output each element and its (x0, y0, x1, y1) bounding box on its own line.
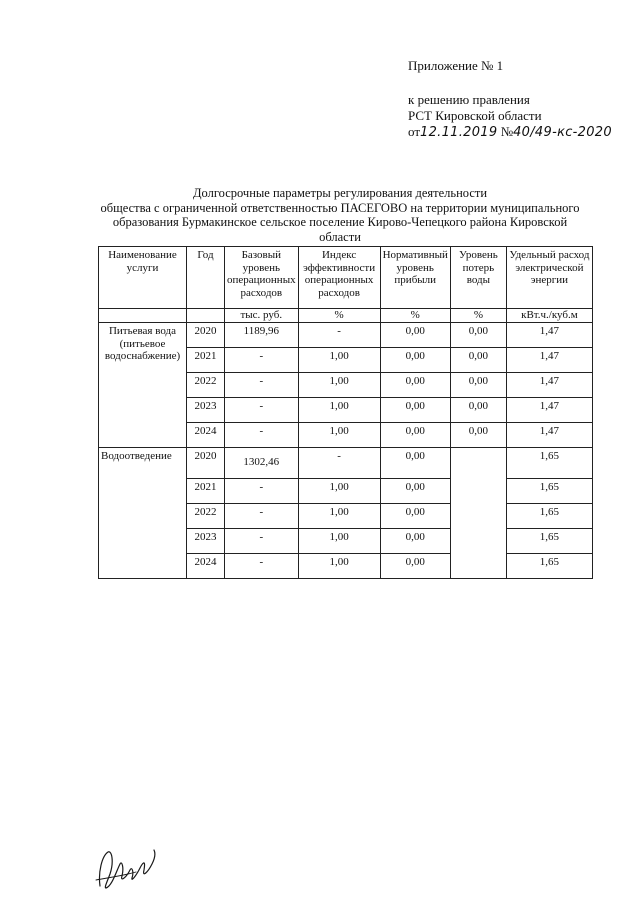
cell-base: - (225, 423, 299, 448)
cell-base: - (225, 348, 299, 373)
cell-year: 2022 (187, 504, 225, 529)
cell-year: 2023 (187, 529, 225, 554)
appendix-line-2: РСТ Кировской области (408, 108, 542, 123)
cell-energy: 1,65 (506, 479, 592, 504)
cell-index: 1,00 (298, 479, 380, 504)
cell-index: 1,00 (298, 504, 380, 529)
header-energy: Удельный расход электрической энергии (506, 247, 592, 309)
cell-loss: 0,00 (450, 423, 506, 448)
cell-norm: 0,00 (380, 504, 450, 529)
cell-year: 2023 (187, 398, 225, 423)
cell-norm: 0,00 (380, 479, 450, 504)
cell-index: 1,00 (298, 398, 380, 423)
cell-energy: 1,47 (506, 398, 592, 423)
document-title (100, 186, 580, 244)
handwritten-number: 40/49-кс-2020 (513, 125, 612, 140)
header-year: Год (187, 247, 225, 309)
service-name: Питьевая вода (питьевое водоснабжение) (99, 323, 187, 448)
appendix-title: Приложение № 1 (408, 58, 504, 73)
cell-index: 1,00 (298, 423, 380, 448)
cell-base: - (225, 529, 299, 554)
from-prefix: от (408, 124, 421, 139)
handwritten-date: 12.11.2019 (420, 125, 498, 140)
header-loss: Уровень потерь воды (450, 247, 506, 309)
cell-year: 2022 (187, 373, 225, 398)
cell-energy: 1,47 (506, 348, 592, 373)
cell-energy: 1,65 (506, 554, 592, 579)
cell-norm: 0,00 (380, 398, 450, 423)
cell-norm: 0,00 (380, 348, 450, 373)
parameters-table (98, 246, 593, 579)
cell-energy: 1,65 (506, 448, 592, 479)
unit-index: % (298, 309, 380, 323)
cell-loss (450, 448, 506, 579)
cell-index: - (298, 323, 380, 348)
cell-loss: 0,00 (450, 373, 506, 398)
appendix-date-line (408, 124, 612, 141)
cell-base: - (225, 398, 299, 423)
title-line-1: Долгосрочные параметры регулирования деятельности (192, 186, 488, 200)
unit-energy: кВт.ч./куб.м (506, 309, 592, 323)
cell-norm: 0,00 (380, 423, 450, 448)
cell-index: 1,00 (298, 373, 380, 398)
cell-loss: 0,00 (450, 323, 506, 348)
cell-energy: 1,47 (506, 423, 592, 448)
number-prefix: № (500, 124, 514, 139)
cell-norm: 0,00 (380, 323, 450, 348)
cell-norm: 0,00 (380, 529, 450, 554)
cell-year: 2021 (187, 479, 225, 504)
header-index: Индекс эффективности операционных расходов (298, 247, 380, 309)
cell-norm: 0,00 (380, 554, 450, 579)
header-service: Наименование услуги (99, 247, 187, 309)
appendix-line-1: к решению правления (408, 92, 530, 107)
table-row (99, 448, 593, 479)
header-norm: Нормативный уровень прибыли (380, 247, 450, 309)
service-name: Водоотведение (99, 448, 187, 579)
title-line-4: области (319, 229, 361, 244)
unit-loss: % (450, 309, 506, 323)
cell-base: - (225, 479, 299, 504)
cell-energy: 1,65 (506, 529, 592, 554)
cell-energy: 1,65 (506, 504, 592, 529)
cell-index: - (298, 448, 380, 479)
cell-year: 2020 (187, 448, 225, 479)
header-row (99, 247, 593, 309)
cell-energy: 1,47 (506, 373, 592, 398)
unit-norm: % (380, 309, 450, 323)
cell-loss: 0,00 (450, 398, 506, 423)
header-base: Базовый уровень операционных расходов (225, 247, 299, 309)
cell-index: 1,00 (298, 554, 380, 579)
cell-year: 2020 (187, 323, 225, 348)
title-line-2: общества с ограниченной ответственностью ПАСЕГОВО на территории муниципального (100, 200, 580, 215)
title-line-3: образования Бурмакинское сельское поселение Кирово-Чепецкого района Кировской (112, 215, 568, 229)
cell-year: 2024 (187, 554, 225, 579)
cell-year: 2024 (187, 423, 225, 448)
cell-loss: 0,00 (450, 348, 506, 373)
table-row (99, 323, 593, 348)
cell-norm: 0,00 (380, 373, 450, 398)
cell-base: - (225, 554, 299, 579)
cell-base: 1302,46 (225, 448, 299, 479)
cell-base: - (225, 373, 299, 398)
handwritten-signature (92, 842, 162, 894)
cell-index: 1,00 (298, 529, 380, 554)
units-row (99, 309, 593, 323)
cell-base: - (225, 504, 299, 529)
cell-year: 2021 (187, 348, 225, 373)
cell-base: 1189,96 (225, 323, 299, 348)
unit-base: тыс. руб. (225, 309, 299, 323)
cell-norm: 0,00 (380, 448, 450, 479)
cell-energy: 1,47 (506, 323, 592, 348)
appendix-block (408, 58, 612, 141)
cell-index: 1,00 (298, 348, 380, 373)
